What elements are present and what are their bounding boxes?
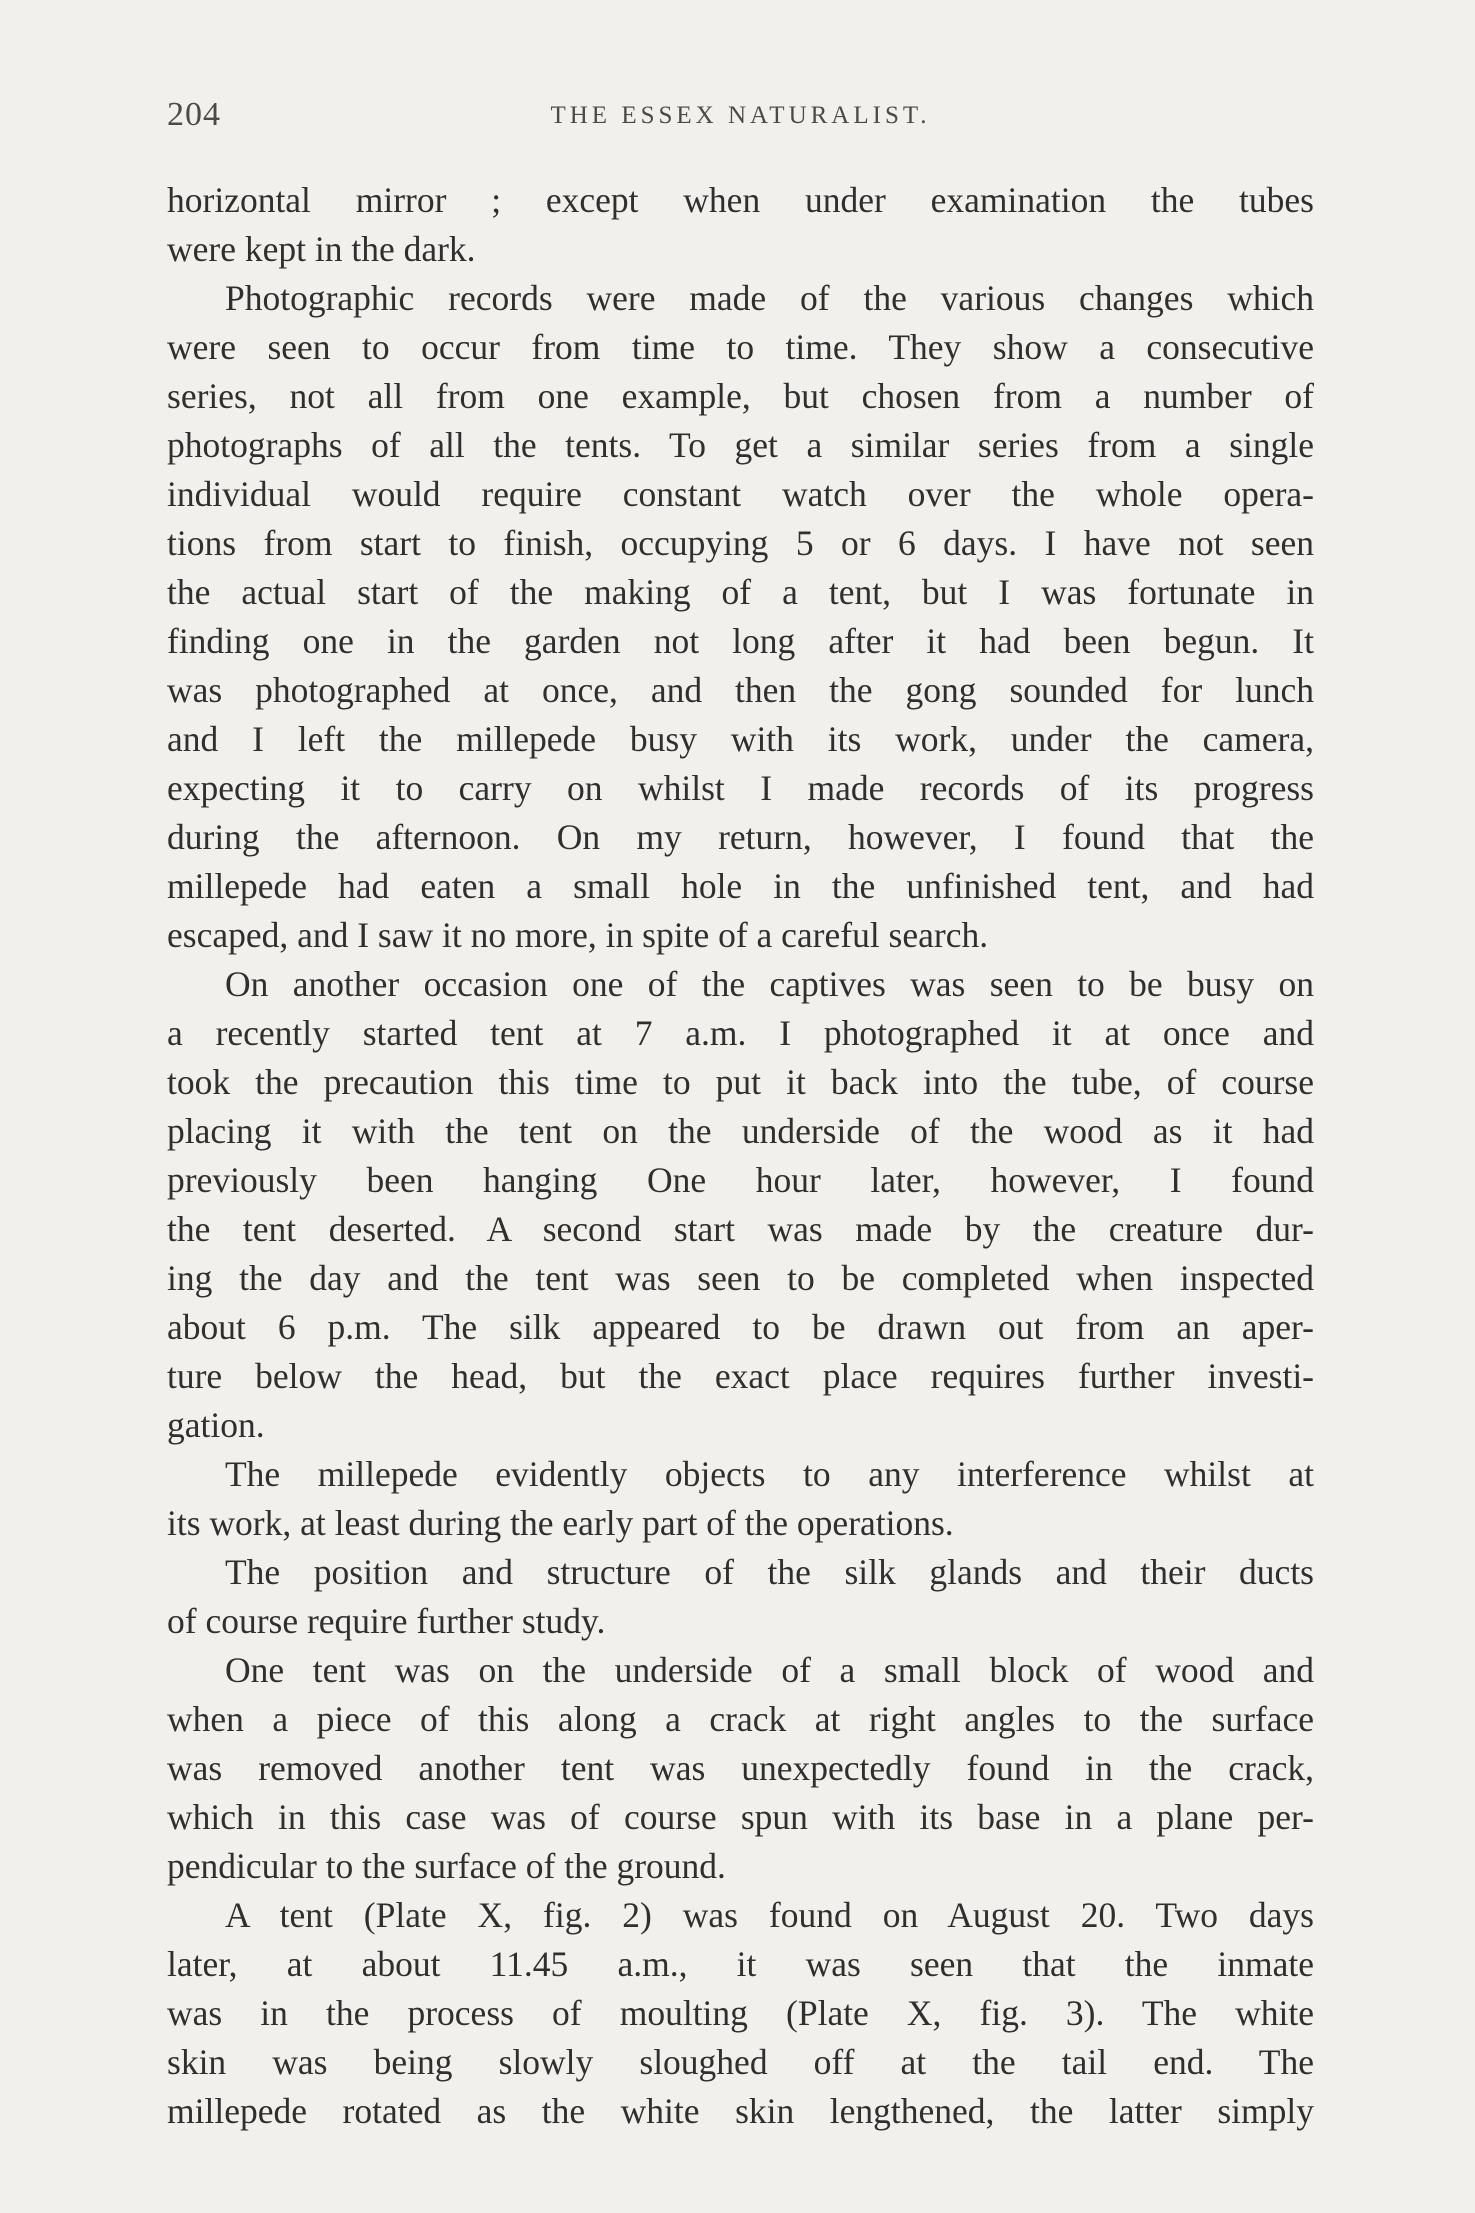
text-line: series, not all from one example, but chosen from a number of <box>167 376 1314 416</box>
text-line: was photographed at once, and then the gong sounded for lunch <box>167 670 1314 710</box>
running-head <box>167 96 1314 146</box>
text-line: of course require further study. <box>167 1601 606 1641</box>
text-line: expecting it to carry on whilst I made records of its progress <box>167 768 1314 808</box>
text-line: the actual start of the making of a tent, but I was fortunate in <box>167 572 1314 612</box>
text-line: Photographic records were made of the various changes which <box>225 278 1314 318</box>
body-text <box>167 176 1314 2136</box>
text-line: previously been hanging One hour later, however, I found <box>167 1160 1314 1200</box>
text-line: took the precaution this time to put it back into the tube, of course <box>167 1062 1314 1102</box>
text-line: millepede rotated as the white skin lengthened, the latter simply <box>167 2091 1314 2131</box>
text-line: ing the day and the tent was seen to be completed when inspected <box>167 1258 1314 1298</box>
text-line: pendicular to the surface of the ground. <box>167 1846 726 1886</box>
text-line: later, at about 11.45 a.m., it was seen that the inmate <box>167 1944 1314 1984</box>
text-line: The millepede evidently objects to any interference whilst at <box>225 1454 1314 1494</box>
text-line: and I left the millepede busy with its work, under the camera, <box>167 719 1314 759</box>
text-line: skin was being slowly sloughed off at the tail end. The <box>167 2042 1314 2082</box>
text-line: The position and structure of the silk glands and their ducts <box>225 1552 1314 1592</box>
journal-title: THE ESSEX NATURALIST. <box>550 102 931 129</box>
text-line: was in the process of moulting (Plate X, fig. 3). The white <box>167 1993 1314 2033</box>
text-line: A tent (Plate X, fig. 2) was found on August 20. Two days <box>225 1895 1314 1935</box>
text-line: escaped, and I saw it no more, in spite of a careful search. <box>167 915 989 955</box>
text-line: which in this case was of course spun with its base in a plane per- <box>167 1797 1314 1837</box>
text-line: horizontal mirror ; except when under examination the tubes <box>167 180 1314 220</box>
text-line: photographs of all the tents. To get a similar series from a single <box>167 425 1314 465</box>
text-line: were seen to occur from time to time. They show a consecutive <box>167 327 1314 367</box>
text-line: its work, at least during the early part of the operations. <box>167 1503 954 1543</box>
text-line: the tent deserted. A second start was made by the creature dur- <box>167 1209 1314 1249</box>
text-line: ture below the head, but the exact place requires further investi- <box>167 1356 1314 1396</box>
text-line: a recently started tent at 7 a.m. I photographed it at once and <box>167 1013 1314 1053</box>
text-line: gation. <box>167 1405 265 1445</box>
text-line: placing it with the tent on the underside of the wood as it had <box>167 1111 1314 1151</box>
text-line: finding one in the garden not long after it had been begun. It <box>167 621 1314 661</box>
text-line: was removed another tent was unexpectedly found in the crack, <box>167 1748 1314 1788</box>
text-line: On another occasion one of the captives was seen to be busy on <box>225 964 1314 1004</box>
text-line: were kept in the dark. <box>167 229 476 269</box>
text-line: tions from start to finish, occupying 5 or 6 days. I have not seen <box>167 523 1314 563</box>
page-number: 204 <box>167 96 221 133</box>
text-line: about 6 p.m. The silk appeared to be drawn out from an aper- <box>167 1307 1314 1347</box>
text-line: when a piece of this along a crack at right angles to the surface <box>167 1699 1314 1739</box>
text-line: individual would require constant watch over the whole opera- <box>167 474 1314 514</box>
text-line: One tent was on the underside of a small block of wood and <box>225 1650 1314 1690</box>
text-line: millepede had eaten a small hole in the unfinished tent, and had <box>167 866 1314 906</box>
text-line: during the afternoon. On my return, however, I found that the <box>167 817 1314 857</box>
